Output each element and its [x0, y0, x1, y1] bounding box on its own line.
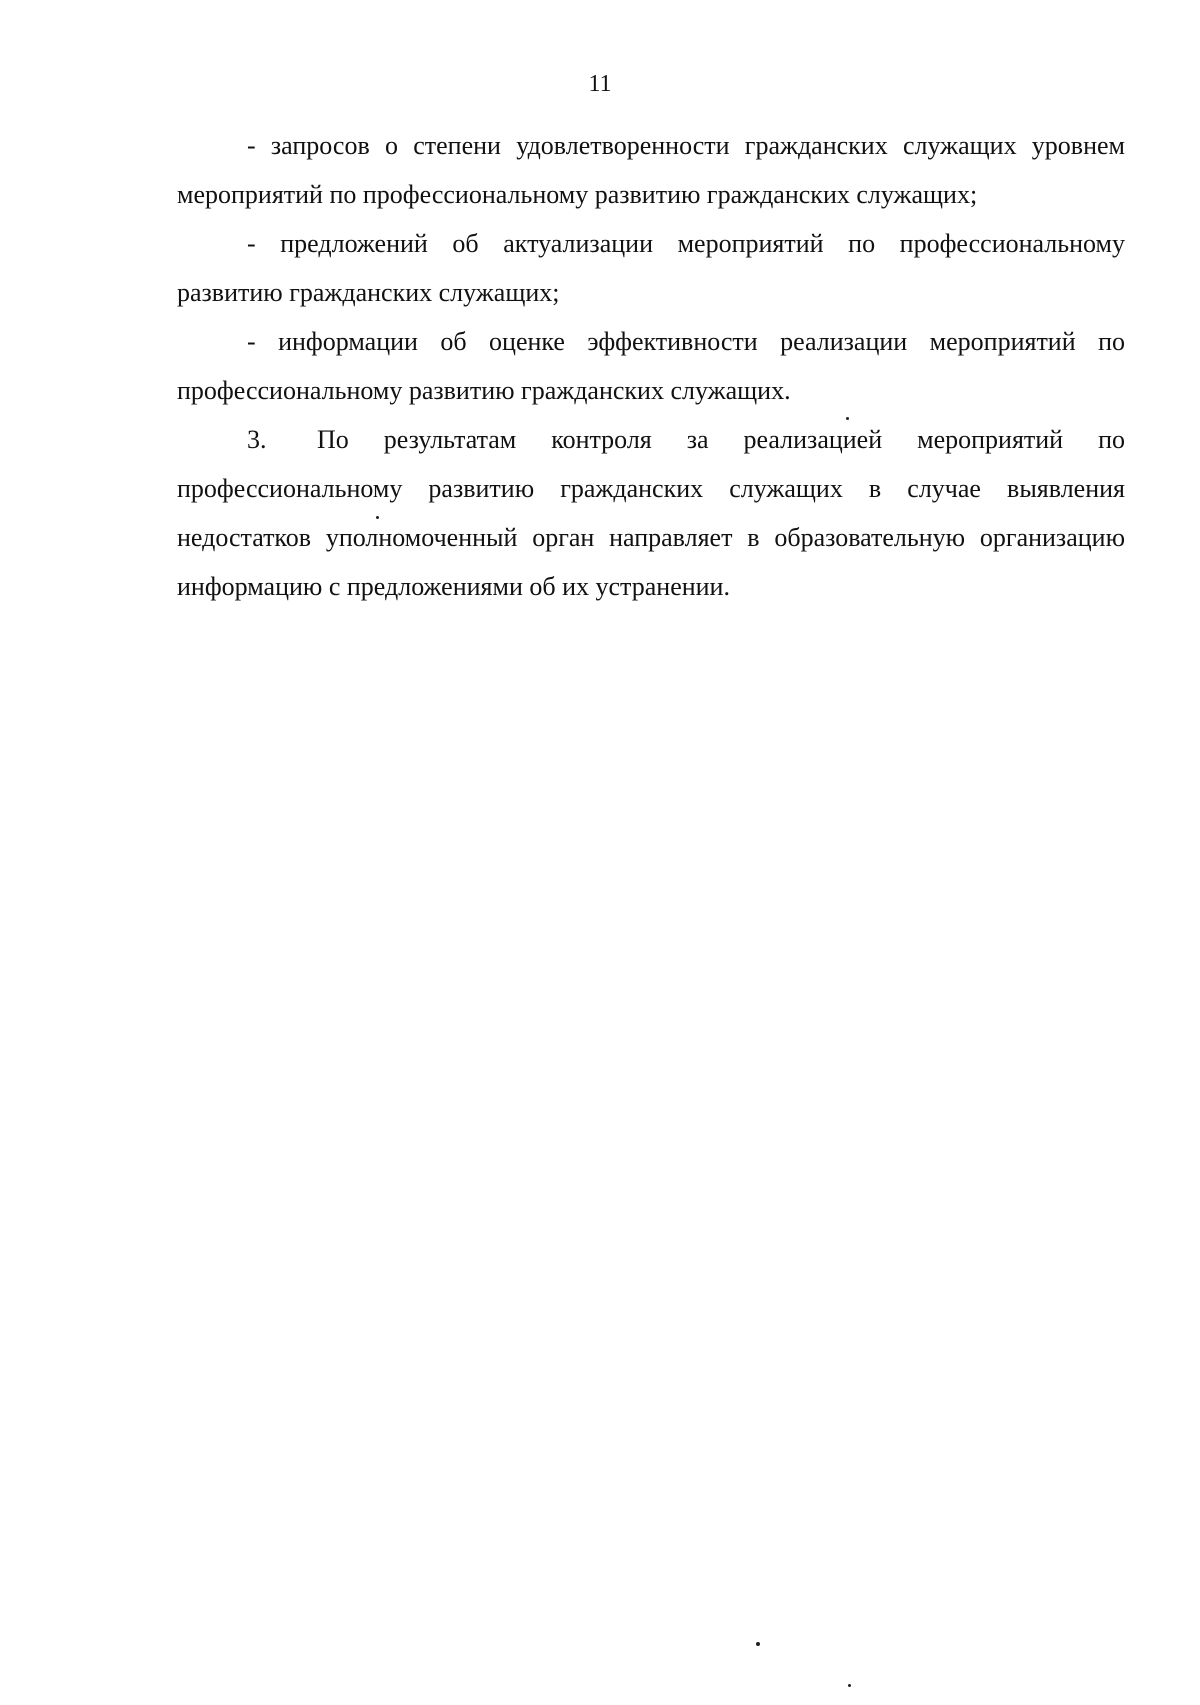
scan-speck	[846, 417, 849, 420]
scan-speck	[376, 516, 379, 519]
scan-speck	[848, 1684, 851, 1687]
paragraph-proposals: - предложений об актуализации мероприятий по профессиональному развитию гражданских служащих;	[177, 229, 1125, 307]
scan-speck	[756, 1642, 760, 1646]
paragraph-efficiency-info: - информации об оценке эффективности реализации мероприятий по профессиональному развитию гражданских служащих.	[177, 327, 1125, 405]
document-body	[177, 121, 1125, 611]
numbered-paragraph-3	[177, 415, 1125, 611]
paragraph-requests: - запросов о степени удовлетворенности гражданских служащих уровнем мероприятий по профессиональному развитию гражданских служащих;	[177, 131, 1125, 209]
item-number: 3.	[247, 425, 267, 454]
page-number: 11	[588, 71, 612, 97]
item-text: По результатам контроля за реализацией мероприятий по профессиональному развитию гражданских служащих в случае выявления недостатков уполномоченный орган направляет в образовательную организацию информацию с предложениями об их устранении.	[177, 425, 1125, 601]
